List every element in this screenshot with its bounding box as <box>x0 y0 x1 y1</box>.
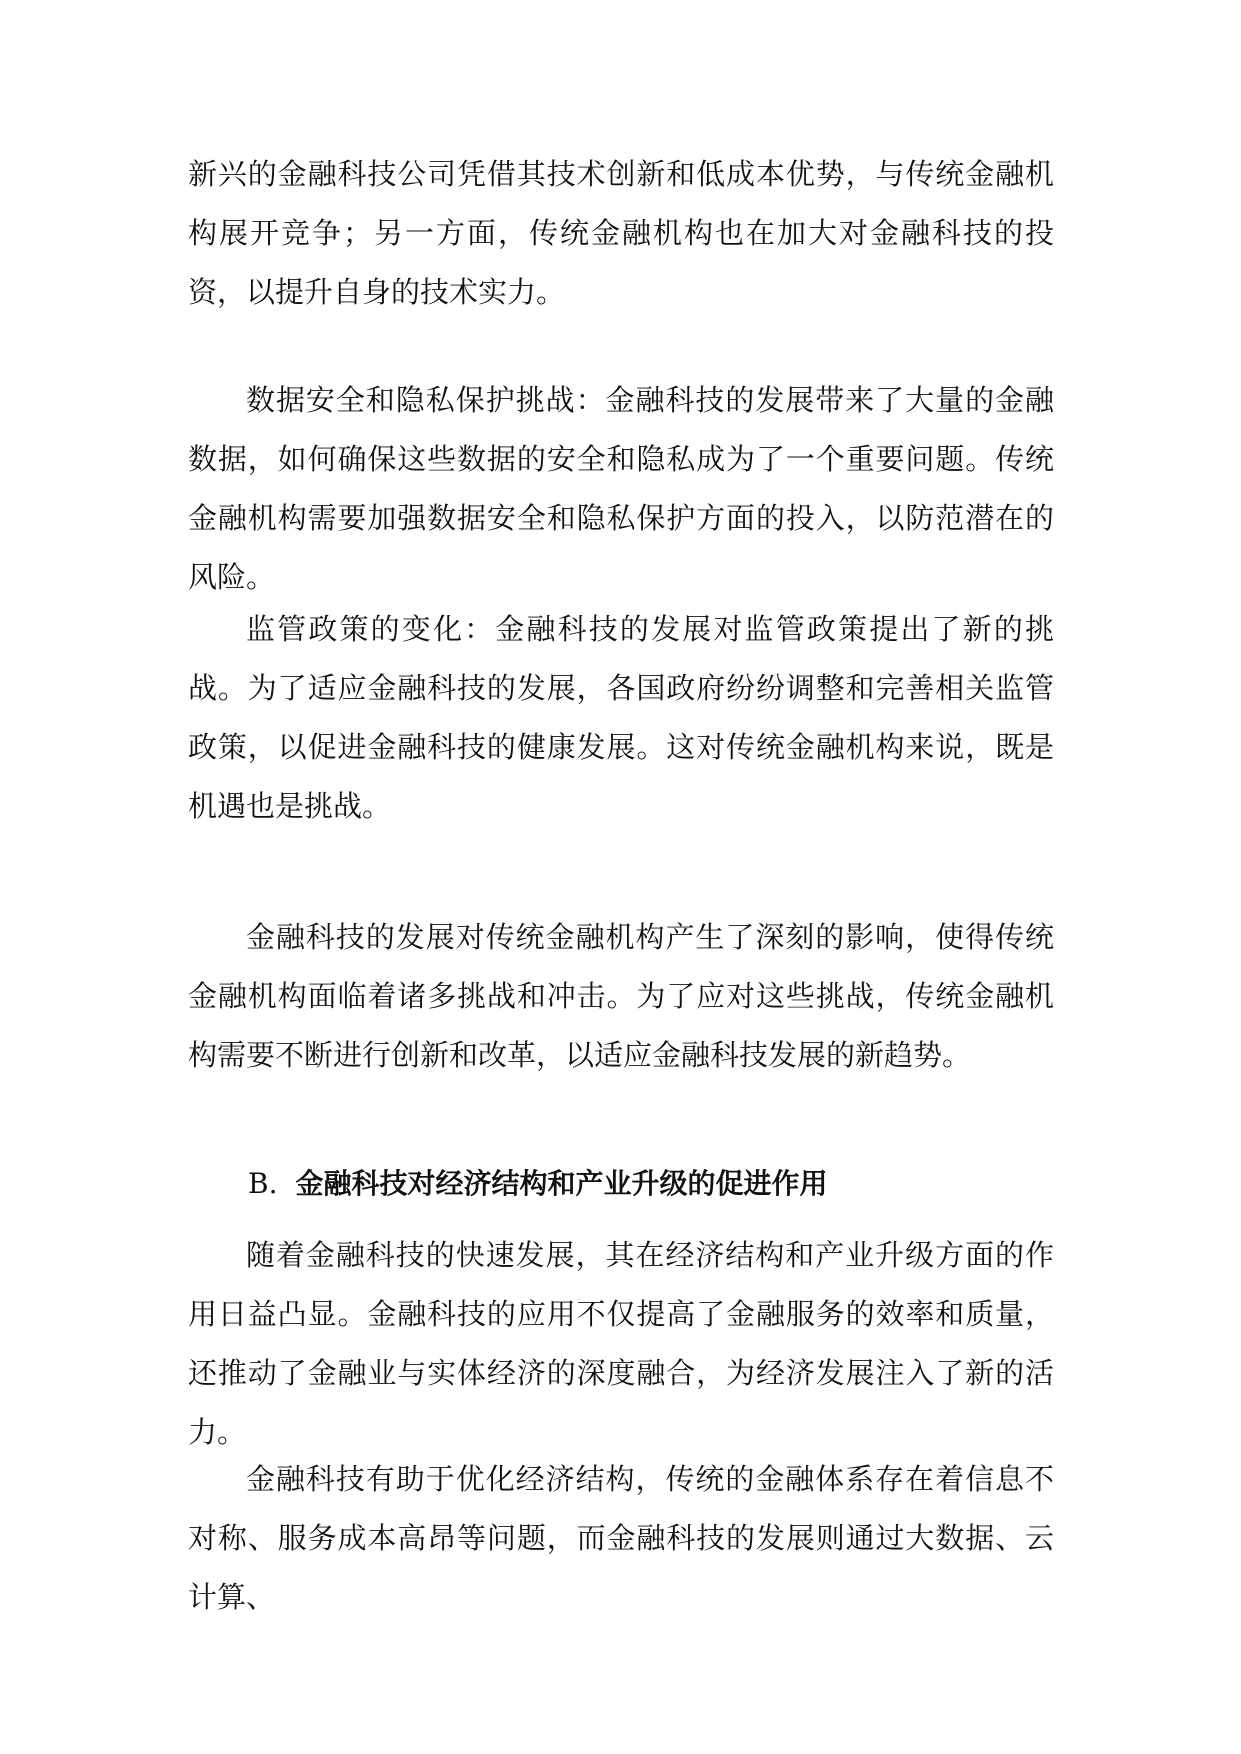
section-heading <box>248 1164 828 1204</box>
paragraph-regulatory-policy: 监管政策的变化：金融科技的发展对监管政策提出了新的挑战。为了适应金融科技的发展，各国政府纷纷调整和完善相关监管政策，以促进金融科技的健康发展。这对传统金融机构来说，既是机遇也是挑战。 <box>188 612 1054 823</box>
paragraph-data-security: 数据安全和隐私保护挑战：金融科技的发展带来了大量的金融数据，如何确保这些数据的安全和隐私成为了一个重要问题。传统金融机构需要加强数据安全和隐私保护方面的投入，以防范潜在的风险。 <box>188 383 1054 594</box>
paragraph-section-intro: 随着金融科技的快速发展，其在经济结构和产业升级方面的作用日益凸显。金融科技的应用不仅提高了金融服务的效率和质量，还推动了金融业与实体经济的深度融合，为经济发展注入了新的活力。 <box>188 1238 1054 1449</box>
paragraph-summary: 金融科技的发展对传统金融机构产生了深刻的影响，使得传统金融机构面临着诸多挑战和冲击。为了应对这些挑战，传统金融机构需要不断进行创新和改革，以适应金融科技发展的新趋势。 <box>188 920 1054 1072</box>
section-heading-label: B. <box>248 1167 278 1200</box>
paragraph-economic-structure: 金融科技有助于优化经济结构，传统的金融体系存在着信息不对称、服务成本高昂等问题，而金融科技的发展则通过大数据、云计算、 <box>188 1462 1054 1614</box>
paragraph-continuation: 新兴的金融科技公司凭借其技术创新和低成本优势，与传统金融机构展开竞争；另一方面，传统金融机构也在加大对金融科技的投资，以提升自身的技术实力。 <box>188 157 1054 309</box>
section-heading-title: 金融科技对经济结构和产业升级的促进作用 <box>295 1167 828 1200</box>
